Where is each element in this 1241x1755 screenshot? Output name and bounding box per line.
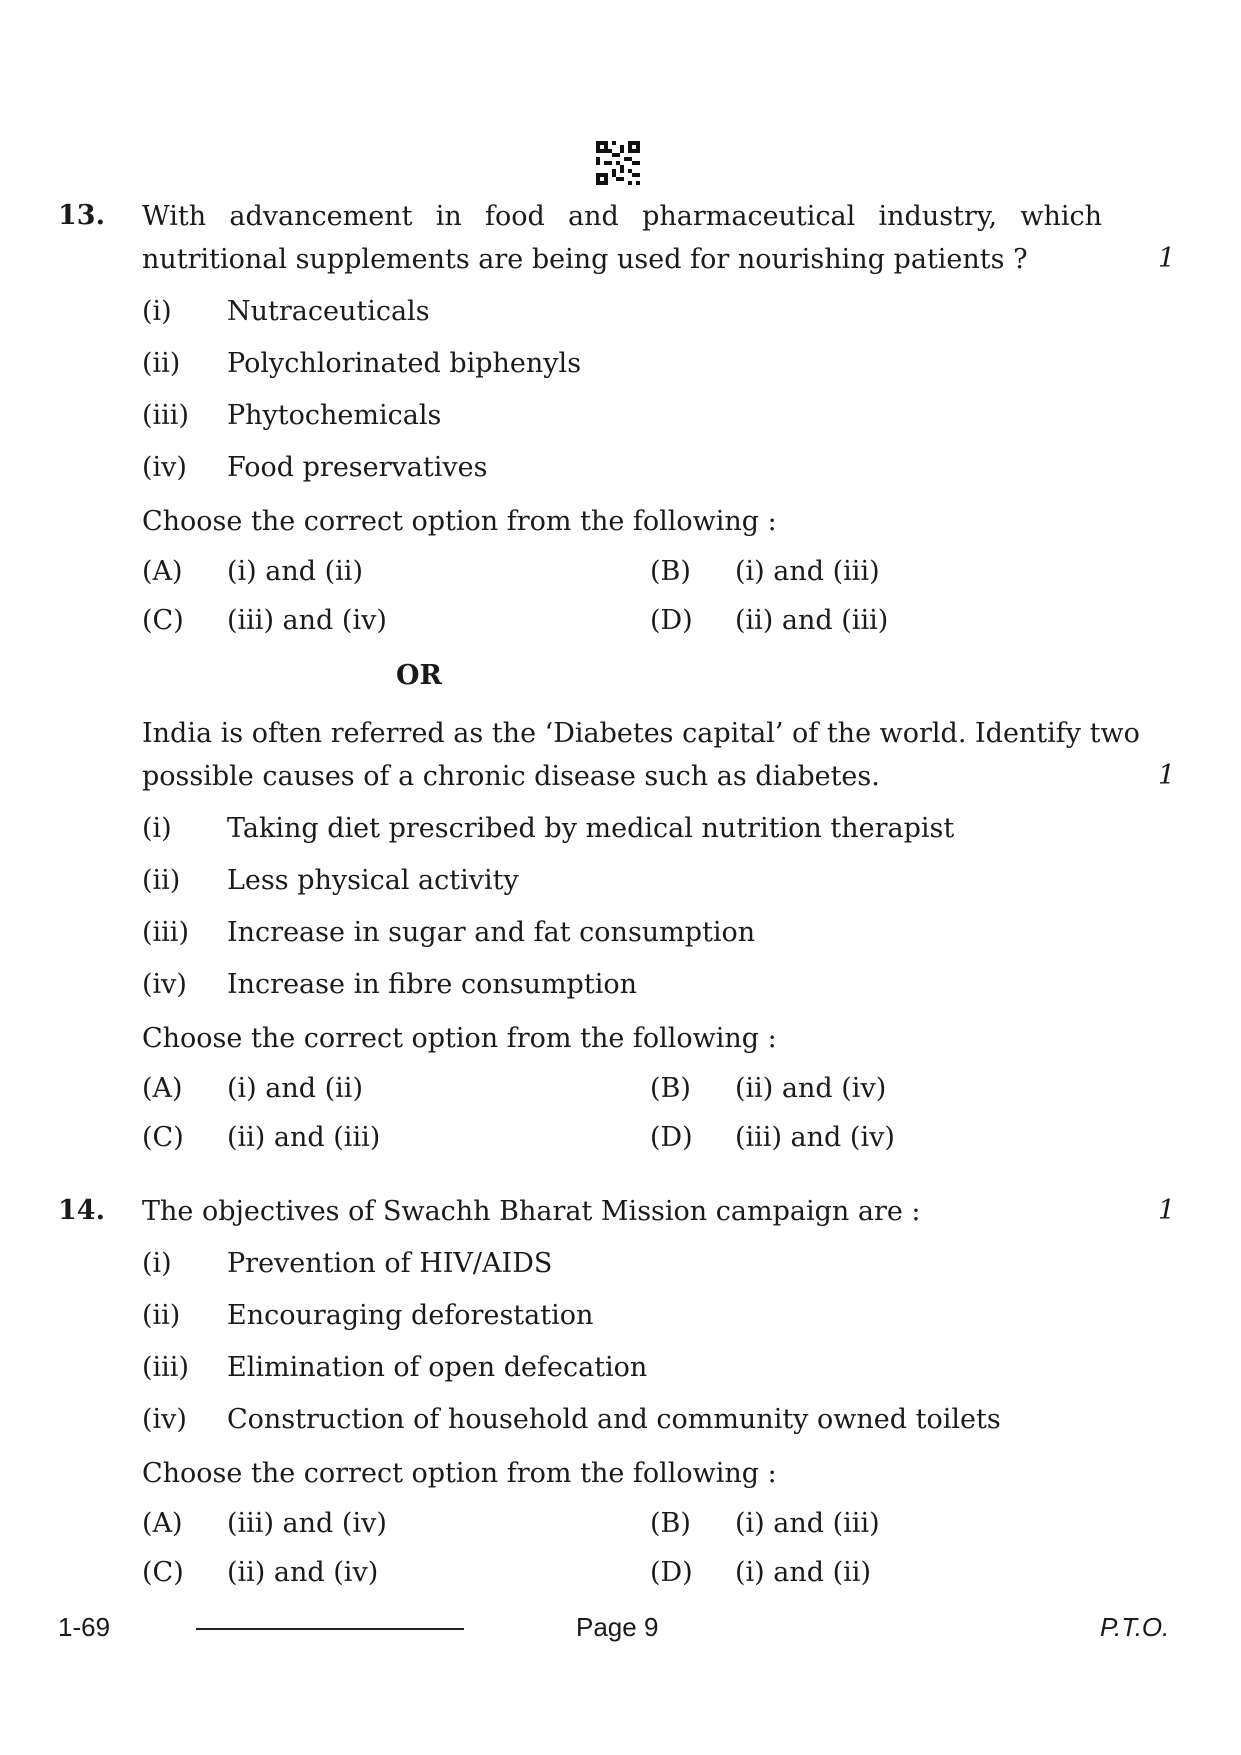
- option-text: (i) and (iii): [735, 1508, 880, 1539]
- item-label: (iii): [142, 400, 189, 431]
- option-text: (i) and (ii): [227, 1073, 363, 1104]
- option-text: (i) and (ii): [227, 556, 363, 587]
- item-text: Increase in sugar and fat consumption: [227, 917, 756, 948]
- option-text: (iii) and (iv): [227, 605, 387, 636]
- option-label: (B): [650, 556, 691, 587]
- instruction: Choose the correct option from the following :: [142, 1023, 777, 1054]
- option-text: (ii) and (iii): [735, 605, 889, 636]
- question-stem: The objectives of Swachh Bharat Mission campaign are :: [142, 1196, 921, 1227]
- option-text: (iii) and (iv): [227, 1508, 387, 1539]
- item-label: (ii): [142, 865, 181, 896]
- marks: 1: [1158, 1195, 1176, 1226]
- item-label: (i): [142, 813, 172, 844]
- question-number: 13.: [58, 200, 105, 231]
- item-label: (iii): [142, 1352, 189, 1383]
- option-label: (A): [142, 1508, 183, 1539]
- question-stem-line: With advancement in food and pharmaceutical industry, which: [142, 201, 1102, 232]
- item-label: (iv): [142, 452, 187, 483]
- option-text: (ii) and (iv): [227, 1557, 379, 1588]
- item-text: Prevention of HIV/AIDS: [227, 1248, 553, 1279]
- option-label: (C): [142, 1122, 184, 1153]
- item-label: (ii): [142, 348, 181, 379]
- question-stem-line: nutritional supplements are being used for nourishing patients ?: [142, 244, 1028, 275]
- item-label: (i): [142, 296, 172, 327]
- question-number: 14.: [58, 1195, 105, 1226]
- option-text: (ii) and (iv): [735, 1073, 887, 1104]
- question-stem-line: possible causes of a chronic disease such as diabetes.: [142, 761, 880, 792]
- item-text: Elimination of open defecation: [227, 1352, 648, 1383]
- item-label: (iv): [142, 969, 187, 1000]
- option-text: (ii) and (iii): [227, 1122, 381, 1153]
- option-text: (i) and (ii): [735, 1557, 871, 1588]
- pto-label: P.T.O.: [1100, 1612, 1170, 1642]
- item-label: (iii): [142, 917, 189, 948]
- option-label: (C): [142, 1557, 184, 1588]
- option-label: (D): [650, 1557, 693, 1588]
- qr-code: [596, 141, 640, 185]
- option-label: (B): [650, 1508, 691, 1539]
- item-text: Phytochemicals: [227, 400, 442, 431]
- instruction: Choose the correct option from the following :: [142, 506, 777, 537]
- option-label: (C): [142, 605, 184, 636]
- item-text: Food preservatives: [227, 452, 488, 483]
- or-separator: OR: [396, 660, 442, 691]
- question-stem-line: India is often referred as the ‘Diabetes capital’ of the world. Identify two: [142, 718, 1140, 749]
- paper-code: 1-69: [58, 1612, 111, 1642]
- option-label: (A): [142, 556, 183, 587]
- option-label: (D): [650, 1122, 693, 1153]
- item-text: Nutraceuticals: [227, 296, 430, 327]
- instruction: Choose the correct option from the following :: [142, 1458, 777, 1489]
- item-label: (iv): [142, 1404, 187, 1435]
- item-text: Taking diet prescribed by medical nutrition therapist: [227, 813, 955, 844]
- item-text: Increase in fibre consumption: [227, 969, 637, 1000]
- item-text: Encouraging deforestation: [227, 1300, 594, 1331]
- footer-rule: [196, 1628, 464, 1630]
- page-number: Page 9: [576, 1612, 659, 1642]
- marks: 1: [1158, 760, 1176, 791]
- item-text: Less physical activity: [227, 865, 519, 896]
- item-label: (i): [142, 1248, 172, 1279]
- option-label: (D): [650, 605, 693, 636]
- marks: 1: [1158, 243, 1176, 274]
- item-text: Construction of household and community owned toilets: [227, 1404, 1001, 1435]
- option-text: (iii) and (iv): [735, 1122, 895, 1153]
- item-text: Polychlorinated biphenyls: [227, 348, 582, 379]
- option-label: (A): [142, 1073, 183, 1104]
- item-label: (ii): [142, 1300, 181, 1331]
- option-label: (B): [650, 1073, 691, 1104]
- option-text: (i) and (iii): [735, 556, 880, 587]
